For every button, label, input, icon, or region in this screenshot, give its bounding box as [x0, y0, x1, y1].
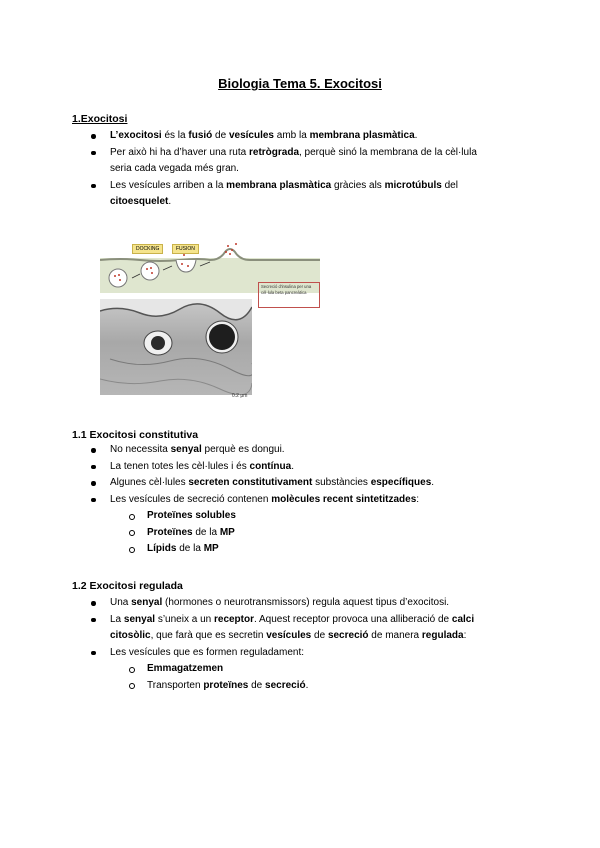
- list-item: La senyal s’uneix a un receptor. Aquest receptor provoca una alliberació de calci citosòlic, que farà que es secretin vesícules de secreció de manera regulada:: [72, 612, 532, 645]
- fusion-label: FUSION: [172, 244, 199, 254]
- page-title: Biologia Tema 5. Exocitosi: [218, 76, 382, 91]
- sub-list-item: Transporten proteïnes de secreció.: [110, 678, 532, 695]
- section-heading-regulada: 1.2 Exocitosi regulada: [72, 580, 183, 592]
- list-item: Una senyal (hormones o neurotransmissors) regula aquest tipus d’exocitosi.: [72, 595, 532, 612]
- exocytosis-figure: [100, 238, 320, 406]
- docked-vesicle-icon: [141, 262, 159, 280]
- vesicle-icon: [109, 269, 127, 287]
- sub-list-item: Proteïnes de la MP: [110, 525, 532, 542]
- list-item: No necessita senyal perquè es dongui.: [72, 442, 532, 459]
- list-item: Algunes cèl·lules secreten constitutivament substàncies específiques.: [72, 475, 532, 492]
- list-item: L’exocitosi és la fusió de vesícules amb la membrana plasmàtica.: [72, 128, 532, 145]
- list-item: Les vesícules arriben a la membrana plasmàtica gràcies als microtúbuls del citoesquelet.: [72, 178, 532, 211]
- section-heading-exocitosi: 1.Exocitosi: [72, 113, 128, 125]
- list-item: Per això hi ha d’haver una ruta retrògrada, perquè sinó la membrana de la cèl·lula seria cada vegada més gran.: [72, 145, 532, 178]
- sub-list: [110, 508, 532, 558]
- sub-list-item: Proteïnes solubles: [110, 508, 532, 525]
- section-heading-constitutiva: 1.1 Exocitosi constitutiva: [72, 429, 199, 441]
- docking-label: DOCKING: [132, 244, 163, 254]
- electron-micrograph: [100, 299, 252, 395]
- sub-list-item: Lípids de la MP: [110, 541, 532, 558]
- list-item: La tenen totes les cèl·lules i és contínua.: [72, 459, 532, 476]
- sub-list-item: Emmagatzemen: [110, 661, 532, 678]
- section-constitutiva-list: [72, 442, 532, 558]
- section-regulada-list: [72, 595, 532, 694]
- list-item: Les vesícules que es formen reguladament: Emmagatzemen Transporten proteïnes de secreció.: [72, 645, 532, 695]
- section-exocitosi-list: [72, 128, 532, 211]
- list-item: Les vesícules de secreció contenen molècules recent sintetitzades: Proteïnes solubles Proteïnes de la MP Lípids de la MP: [72, 492, 532, 558]
- figure-callout: Secreció d'insulina per una cèl·lula beta pancreàtica: [258, 282, 320, 308]
- sub-list: [110, 661, 532, 694]
- scale-bar-label: 0.2 μm: [232, 393, 248, 399]
